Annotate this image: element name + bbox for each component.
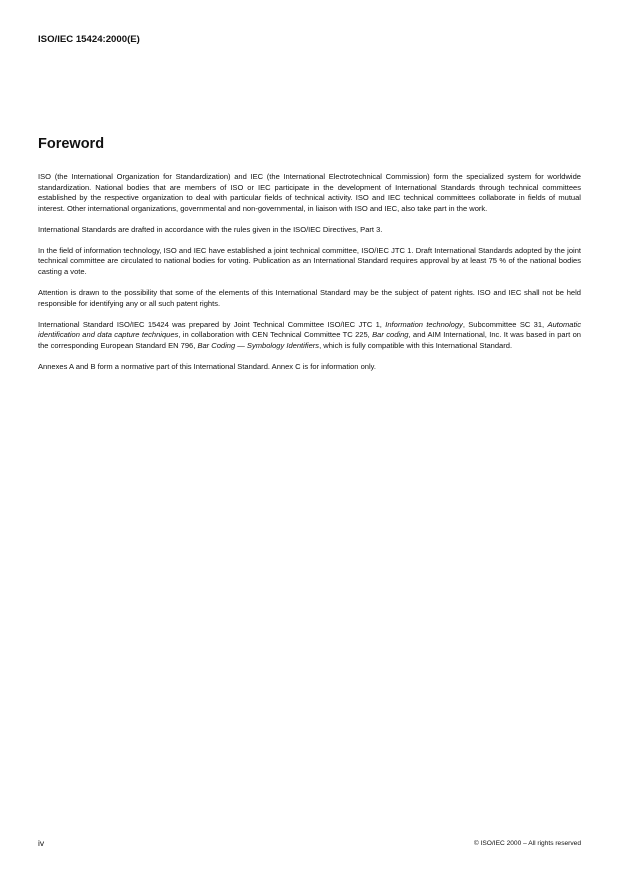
copyright-notice: © ISO/IEC 2000 – All rights reserved bbox=[473, 840, 581, 847]
text-segment: , in collaboration with CEN Technical Committee TC 225, bbox=[178, 330, 373, 340]
paragraph-patent-rights: Attention is drawn to the possibility that some of the elements of this International Standard may be the subject of patent rights. ISO and IEC shall not be held responsible for identifying any or all such patent rights. bbox=[38, 287, 581, 308]
paragraph-organizations: ISO (the International Organization for Standardization) and IEC (the International Electrotechnical Commission) form the specialized system for worldwide standardization. National bodies that are members of ISO or IEC participate in the development of International Standards through technical committees established by the respective organization to deal with particular fields of technical activity. ISO and IEC technical committees collaborate in fields of mutual interest. Other international organizations, governmental and non-governmental, in liaison with ISO and IEC, also take part in the work. bbox=[38, 172, 581, 213]
paragraph-annexes: Annexes A and B form a normative part of this International Standard. Annex C is for information only. bbox=[38, 361, 376, 371]
text-segment: International Standard ISO/IEC 15424 was prepared by Joint Technical Committee ISO/IEC JTC 1, bbox=[38, 319, 386, 329]
document-id-header: ISO/IEC 15424:2000(E) bbox=[38, 34, 140, 45]
foreword-body bbox=[38, 172, 581, 383]
text-segment: , Subcommittee SC 31, bbox=[462, 319, 548, 329]
italic-tc-name: Bar coding bbox=[372, 330, 409, 340]
italic-committee-name: Information technology bbox=[385, 319, 463, 329]
text-segment: , which is fully compatible with this International Standard. bbox=[319, 340, 513, 350]
page-number: iv bbox=[38, 838, 45, 848]
paragraph-jtc1: In the field of information technology, ISO and IEC have established a joint technical committee, ISO/IEC JTC 1. Draft International Standards adopted by the joint technical committee are circulated to national bodies for voting. Publication as an International Standard requires approval by at least 75 % of the national bodies casting a vote. bbox=[38, 245, 581, 276]
paragraph-preparation bbox=[38, 320, 581, 352]
italic-standard-title: Bar Coding — Symbology Identifiers bbox=[197, 340, 320, 350]
italic-subcommittee-name: Automatic identification and data capture techniques bbox=[38, 319, 582, 340]
paragraph-directives: International Standards are drafted in accordance with the rules given in the ISO/IEC Directives, Part 3. bbox=[38, 224, 383, 234]
text-segment: , and AIM International, Inc. It was based in part on the corresponding European Standard EN 796, bbox=[38, 330, 581, 350]
section-title: Foreword bbox=[38, 136, 105, 152]
